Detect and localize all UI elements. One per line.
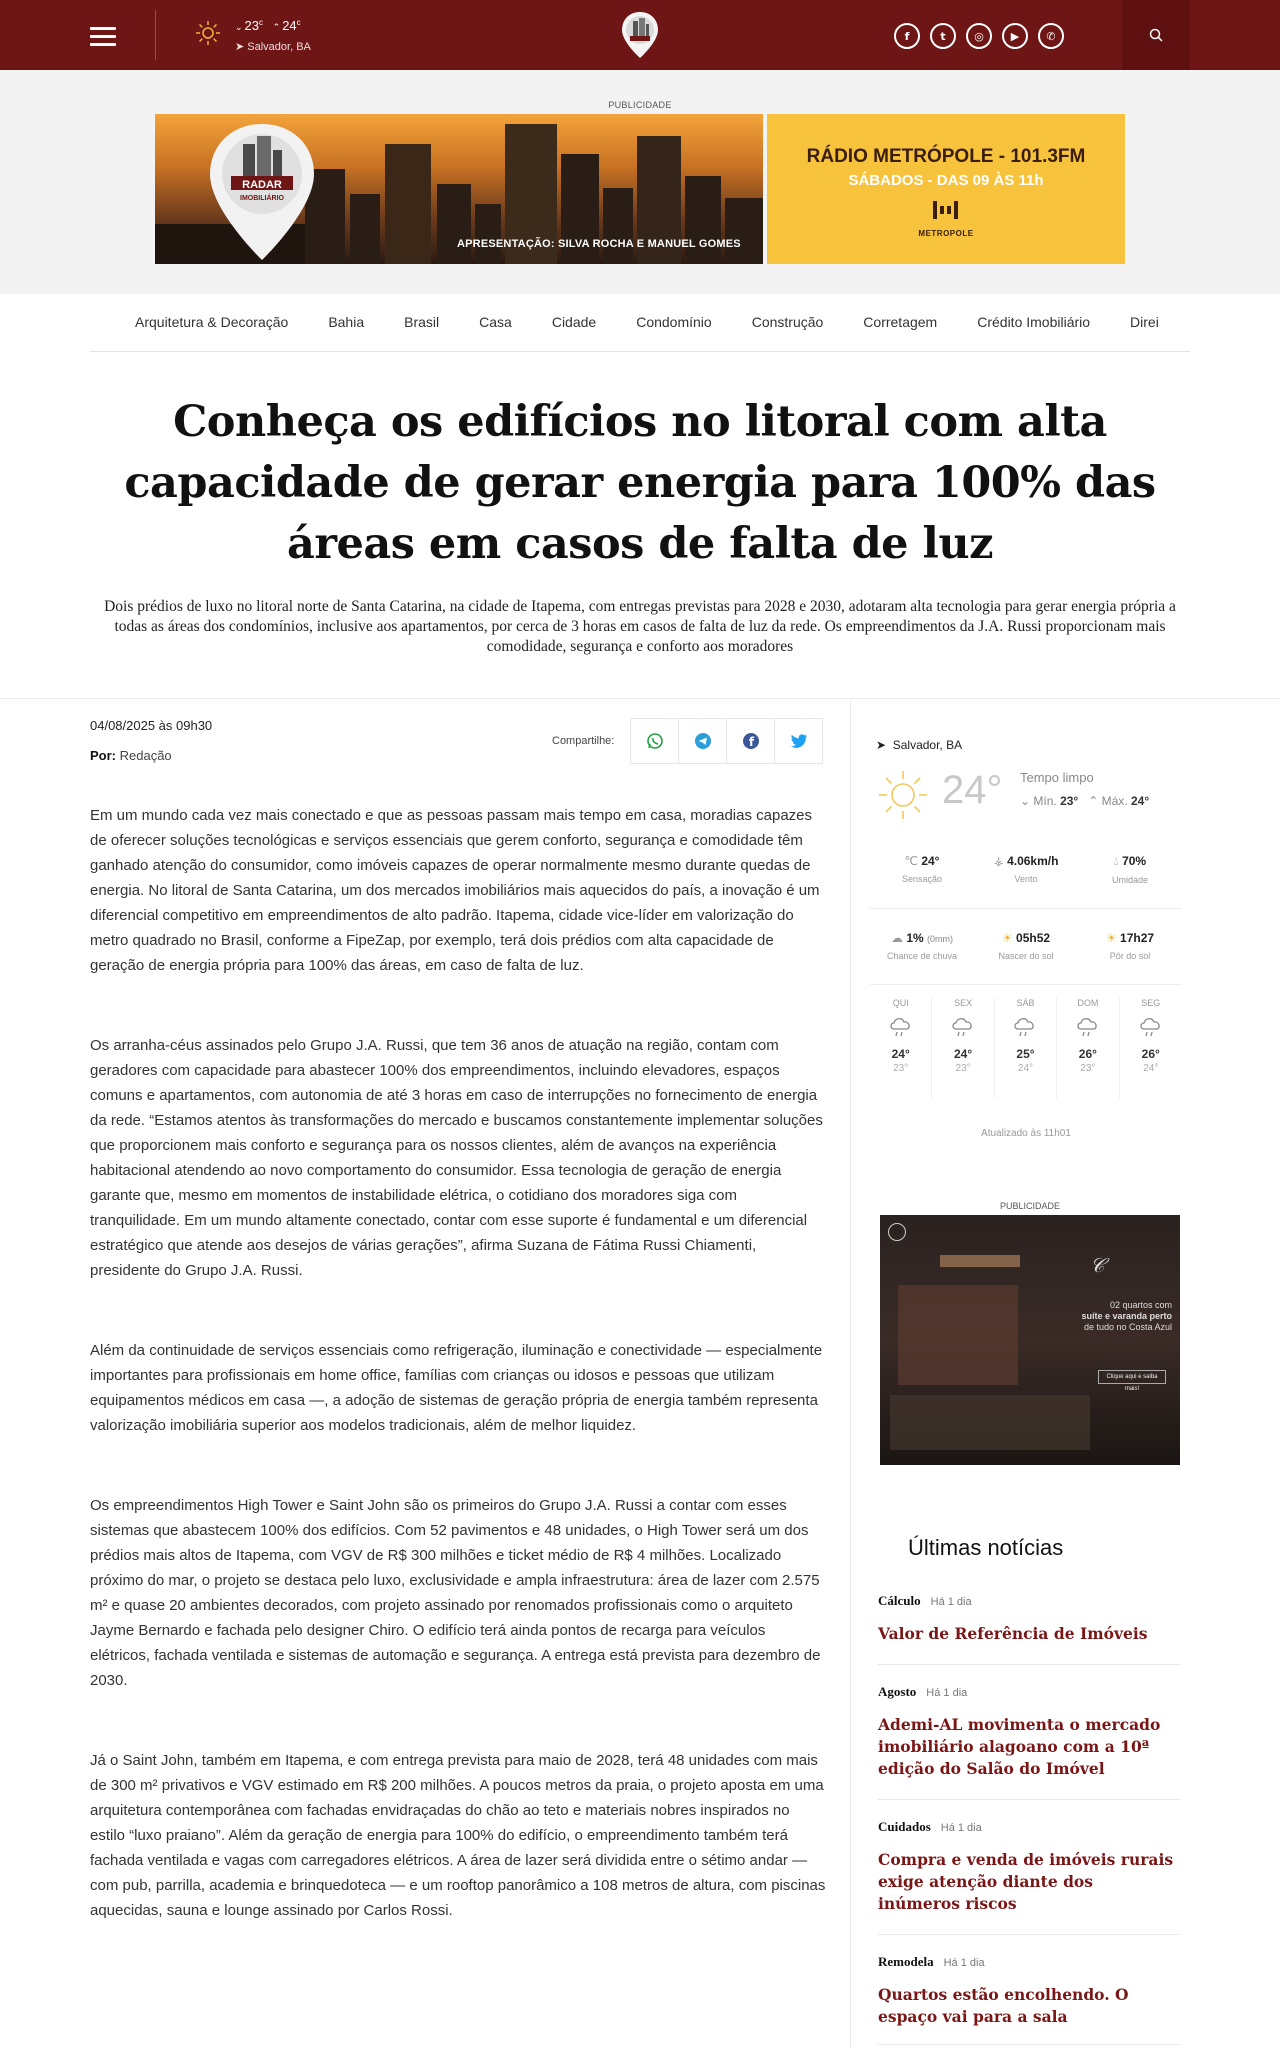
article-paragraph: Em um mundo cada vez mais conectado e que as pessoas passam mais tempo em casa, moradias capazes de oferecer soluções tecnológicas e serviços essenciais que gerem conforto, segurança e comodidade têm ganhado atenção do consumidor, como imóveis capazes de operar normalmente mesmo durante quedas de energia. No litoral de Santa Catarina, um dos mercados imobiliários mais aquecidos do país, a inovação é um diferencial competitivo em empreendimentos de alto padrão. Itapema, cidade vice-líder em valorização do metro quadrado no Brasil, conforme a FipeZap, por exemplo, terá dois prédios com alta capacidade de geração de energia própria para 100% das áreas, em caso de falta de luz.: [90, 807, 820, 974]
header-location: ➤ Salvador, BA: [235, 41, 311, 53]
header-temps: ⌄ 23$^c$ ⌃ 24$^c$: [235, 18, 301, 33]
radar-logo-pin: [207, 122, 317, 262]
cloud-icon: ☁: [890, 931, 903, 945]
ad-brand-icon: [888, 1223, 906, 1241]
latest-news-title: Últimas notícias: [908, 1535, 1064, 1560]
weather-humidity: 💧︎ 70% Umidade: [1111, 854, 1149, 885]
header-temp-max: 24: [282, 18, 297, 33]
divider: [155, 10, 156, 60]
category-link[interactable]: Direi: [1130, 314, 1159, 330]
share-whatsapp-button[interactable]: [630, 718, 679, 764]
facebook-icon: [742, 732, 760, 750]
news-item[interactable]: [878, 1593, 1180, 1645]
divider: [850, 700, 851, 2048]
share-label: Compartilhe:: [552, 735, 615, 747]
news-item[interactable]: [878, 1954, 1180, 2028]
banner-city-image: [155, 114, 763, 264]
weather-location: ➤ Salvador, BA: [876, 738, 963, 752]
top-ad-area: [0, 70, 1280, 294]
news-title[interactable]: Ademi-AL movimenta o mercado imobiliário alagoano com a 10ª edição do Salão do Imóvel: [878, 1715, 1161, 1778]
rain-cloud-icon: [1012, 1016, 1038, 1038]
radar-logo-subtext: IMOBILIÁRIO: [240, 195, 284, 202]
share-twitter-button[interactable]: [774, 718, 823, 764]
radar-logo-text: RADAR: [242, 179, 282, 191]
thermometer-icon: ℃: [904, 854, 918, 868]
banner-title: RÁDIO METRÓPOLE - 101.3FM: [806, 146, 1086, 167]
top-ad-banner[interactable]: [155, 114, 1125, 264]
location-arrow-icon: ➤: [876, 738, 887, 752]
social-links: [894, 23, 1064, 49]
forecast-day: SEX 24° 23°: [932, 998, 994, 1098]
menu-icon[interactable]: [90, 27, 116, 47]
news-category[interactable]: Agosto: [878, 1684, 917, 1699]
category-link[interactable]: Corretagem: [863, 314, 938, 330]
category-link[interactable]: Arquitetura & Decoração: [135, 314, 289, 330]
forecast-day: SEG 26° 24°: [1120, 998, 1182, 1098]
whatsapp-icon: [646, 732, 664, 750]
sunrise-icon: ☀: [1001, 931, 1013, 945]
news-item[interactable]: [878, 1684, 1180, 1780]
whatsapp-icon[interactable]: ✆: [1038, 23, 1064, 49]
header-temp-min: 23: [244, 18, 260, 33]
news-category[interactable]: Cuidados: [878, 1819, 931, 1834]
share-buttons: [630, 718, 822, 764]
telegram-icon: [694, 732, 712, 750]
weather-feels-like: ℃ 24° Sensação: [901, 854, 943, 884]
top-bar: [0, 0, 1280, 70]
weather-current-temp: 24°: [942, 768, 1003, 812]
instagram-icon[interactable]: ◎: [966, 23, 992, 49]
news-time: Há 1 dia: [930, 1596, 972, 1608]
category-nav: [90, 294, 1190, 352]
weather-sunrise: ☀ 05h52 Nascer do sol: [998, 931, 1054, 961]
category-link[interactable]: Condomínio: [636, 314, 712, 330]
category-link[interactable]: Cidade: [551, 314, 597, 330]
category-link[interactable]: Brasil: [404, 314, 440, 330]
banner-subtitle: SÁBADOS - DAS 09 ÀS 11h: [848, 172, 1044, 189]
forecast-day: DOM 26° 23°: [1057, 998, 1119, 1098]
ad-cta-button[interactable]: Clique aqui e saiba mais!: [1098, 1370, 1166, 1384]
rain-cloud-icon: [888, 1016, 914, 1038]
metropole-logo-text: METROPOLE: [918, 229, 974, 238]
category-link[interactable]: Construção: [751, 314, 824, 330]
news-item[interactable]: [878, 1819, 1180, 1915]
divider: [878, 1799, 1180, 1800]
divider: [878, 2044, 1180, 2045]
ad-script-logo: 𝒞: [1090, 1253, 1105, 1277]
wind-icon: ⚶: [993, 854, 1004, 868]
sunset-icon: ☀: [1105, 931, 1117, 945]
rain-cloud-icon: [1138, 1016, 1164, 1038]
article-body: [90, 803, 828, 1978]
news-category[interactable]: Remodela: [878, 1954, 934, 1969]
news-time: Há 1 dia: [943, 1957, 985, 1969]
category-link[interactable]: Crédito Imobiliário: [977, 314, 1091, 330]
article-paragraph: Já o Saint John, também em Itapema, e com entrega prevista para maio de 2028, terá 48 unidades com mais de 300 m² privativos e VGV estimado em R$ 200 milhões. A poucos metros da praia, o projeto aposta em uma arquitetura contemporânea com fachadas envidraçadas do chão ao teto e materiais nobres inspirados no estilo “luxo praiano”. Além da geração de energia para 100% do edifício, o empreendimento também terá fachada ventilada e vagas com carregadores elétricos. A área de lazer será dividida entre o sétimo andar — com pub, parrilla, academia e brinquedoteca — e um rooftop panorâmico a 108 metros de altura, com piscinas aquecidas, sauna e lounge assinado por Carlos Rossi.: [90, 1752, 826, 1919]
news-time: Há 1 dia: [940, 1822, 982, 1834]
ad-label: PUBLICIDADE: [608, 100, 672, 110]
category-link[interactable]: Bahia: [328, 314, 365, 330]
news-title[interactable]: Valor de Referência de Imóveis: [878, 1624, 1148, 1643]
forecast-day: QUI 24° 23°: [870, 998, 932, 1098]
share-facebook-button[interactable]: [726, 718, 775, 764]
banner-caption: APRESENTAÇÃO: SILVA ROCHA E MANUEL GOMES: [457, 238, 741, 250]
banner-radio-panel: [767, 114, 1125, 264]
location-arrow-icon: ➤: [235, 41, 245, 53]
rain-cloud-icon: [950, 1016, 976, 1038]
svg-text:f: f: [748, 735, 754, 749]
rain-cloud-icon: [1075, 1016, 1101, 1038]
weather-rain-chance: ☁ 1% (0mm) Chance de chuva: [886, 931, 958, 961]
news-title[interactable]: Quartos estão encolhendo. O espaço vai para a sala: [878, 1985, 1129, 2026]
facebook-icon[interactable]: f: [894, 23, 920, 49]
site-logo[interactable]: [619, 10, 661, 60]
article-date: 04/08/2025 às 09h30: [90, 718, 213, 733]
weather-wind: ⚶ 4.06km/h Vento: [993, 854, 1059, 884]
weather-description: Tempo limpo: [1020, 770, 1094, 785]
metropole-logo-icon: [931, 199, 961, 221]
twitter-icon[interactable]: t: [930, 23, 956, 49]
ad-label: PUBLICIDADE: [999, 1201, 1061, 1211]
divider: [870, 984, 1182, 985]
weather-min-max: ⌄ Mín. 23° ⌃ Máx. 24°: [1020, 794, 1150, 808]
search-icon: [1149, 28, 1163, 42]
forecast-day: SÁB 25° 24°: [995, 998, 1057, 1098]
divider: [878, 1934, 1180, 1935]
article-author: Por: Redação: [90, 748, 172, 763]
ad-text: 02 quartos com suíte e varanda perto de tudo no Costa Azul: [1081, 1300, 1172, 1332]
sidebar-ad[interactable]: [880, 1215, 1180, 1465]
divider: [878, 1664, 1180, 1665]
youtube-icon[interactable]: ▶: [1002, 23, 1028, 49]
article-paragraph: Os arranha-céus assinados pelo Grupo J.A. Russi, que tem 36 anos de atuação na região, contam com geradores com capacidade para abastecer 100% dos empreendimentos, incluindo elevadores, espaços comuns e apartamentos, com autonomia de até 3 horas em caso de interrupções no fornecimento de energia da rede. “Estamos atentos às transformações do mercado e buscamos constantemente implementar soluções que proporcionem mais conforto e segurança para os nossos clientes, além de avanços na experiência habitacional atendendo ao novo comportamento do consumidor. Essa tecnologia de geração de energia garante que, mesmo em momentos de instabilidade elétrica, o cotidiano dos moradores siga com tranquilidade. Em um mundo altamente conectado, contar com esse suporte é fundamental e um diferencial estratégico que atende aos desejos de várias gerações”, afirma Suzana de Fátima Russi Chiamenti, presidente do Grupo J.A. Russi.: [90, 1037, 823, 1279]
news-time: Há 1 dia: [926, 1687, 968, 1699]
weather-sunset: ☀ 17h27 Pôr do sol: [1105, 931, 1155, 961]
article-paragraph: Os empreendimentos High Tower e Saint John são os primeiros do Grupo J.A. Russi a contar com esses sistemas que abastecem 100% dos edifícios. Com 52 pavimentos e 48 unidades, o High Tower será um dos prédios mais altos de Itapema, com VGV de R$ 300 milhões e ticket médio de R$ 4 milhões. Localizado próximo do mar, o projeto se destaca pelo luxo, exclusividade e ampla infraestrutura: área de lazer com 2.575 m² e quase 20 ambientes decorados, com projeto assinado por renomados profissionais como o arquiteto Jayme Bernardo e fachada pelo designer Chiro. O edifício terá ainda pontos de recarga para veículos elétricos, fachada ventilada e sistemas de automação e segurança. A entrega está prevista para dezembro de 2030.: [90, 1497, 821, 1689]
share-telegram-button[interactable]: [678, 718, 727, 764]
news-category[interactable]: Cálculo: [878, 1593, 921, 1608]
search-button[interactable]: [1122, 0, 1190, 70]
article-lead: Dois prédios de luxo no litoral norte de Santa Catarina, na cidade de Itapema, com entregas previstas para 2028 e 2030, adotaram alta tecnologia para gerar energia própria a todas as áreas dos condomínios, inclusive aos apartamentos, por cerca de 3 horas em casos de falta de luz da rede. Os empreendimentos da J.A. Russi proporcionam mais comodidade, segurança e conforto aos moradores: [104, 598, 1176, 655]
weather-forecast: [870, 998, 1182, 1098]
article-headline: Conheça os edifícios no litoral com alta capacidade de gerar energia para 100% das áreas em casos de falta de luz: [124, 397, 1156, 569]
divider: [870, 908, 1182, 909]
divider: [0, 698, 1280, 699]
category-link[interactable]: Casa: [479, 314, 512, 330]
twitter-icon: [790, 733, 808, 749]
article-paragraph: Além da continuidade de serviços essenciais como refrigeração, iluminação e conectividade — especialmente importantes para profissionais em home office, famílias com crianças ou idosos e pessoas que utilizam equipamentos médicos em casa —, a adoção de sistemas de geração própria de energia também representa valorização imobiliária superior aos modelos tradicionais, além de melhor liquidez.: [90, 1342, 823, 1434]
weather-updated: Atualizado às 11h01: [981, 1128, 1071, 1139]
sun-icon: [195, 20, 221, 46]
droplet-icon: 💧︎: [1113, 854, 1119, 868]
news-title[interactable]: Compra e venda de imóveis rurais exige atenção diante dos inúmeros riscos: [878, 1850, 1174, 1913]
sun-icon: [876, 768, 930, 822]
